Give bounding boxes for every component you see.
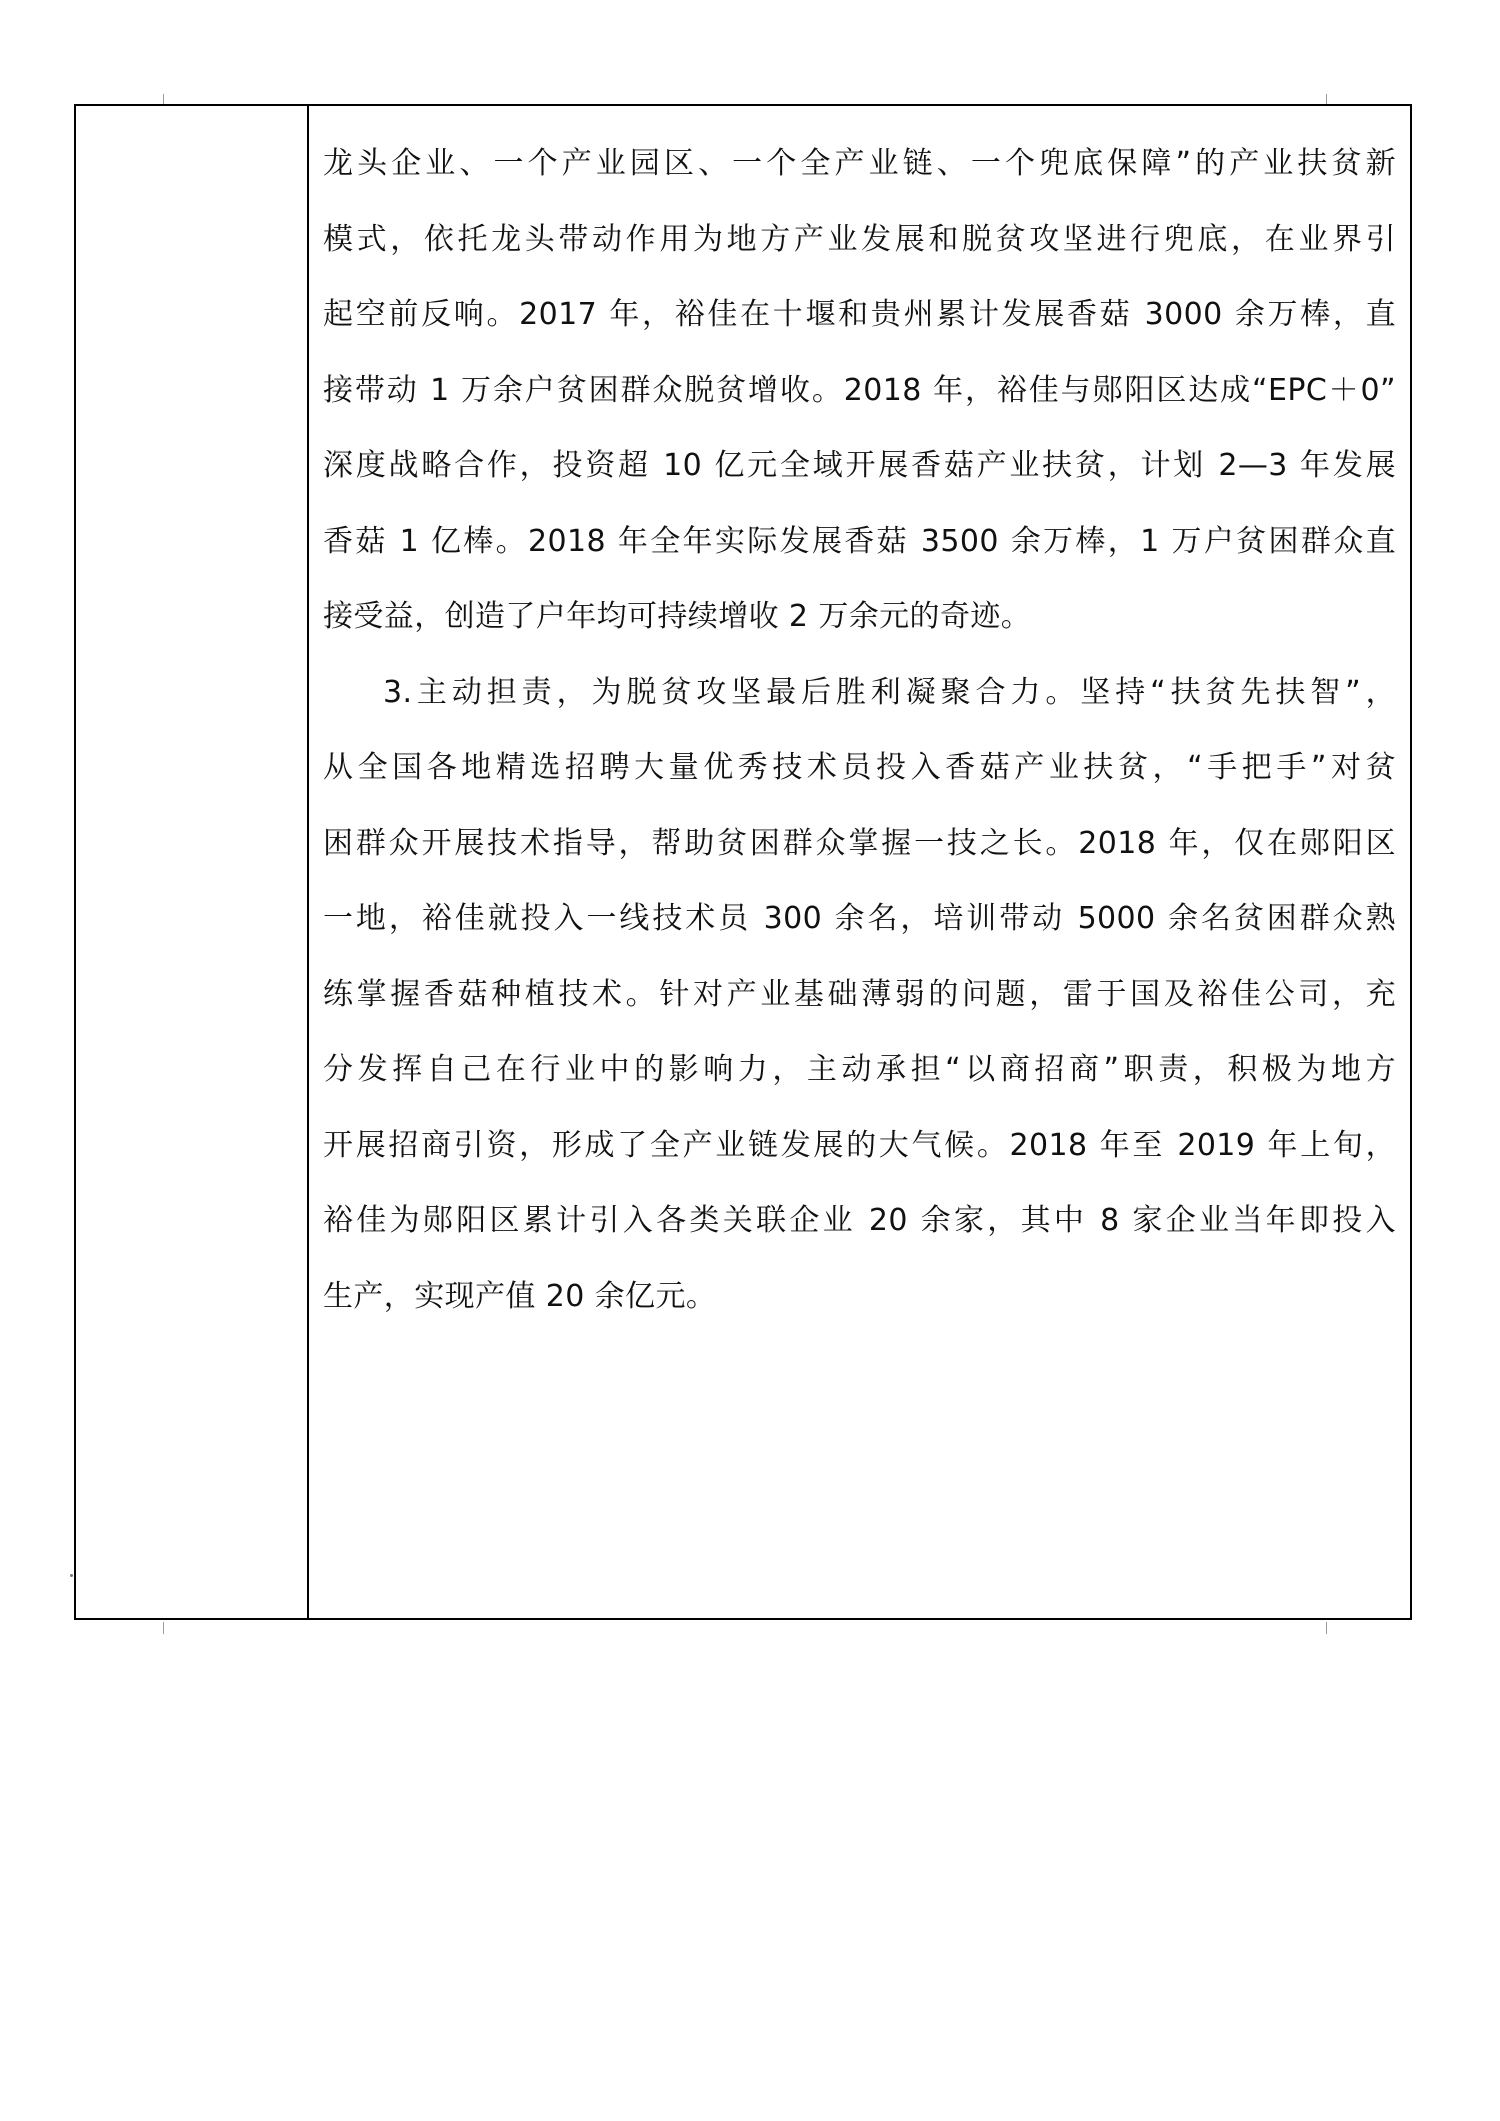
text-line: 开展招商引资，形成了全产业链发展的大气候。2018 年至 2019 年上旬， — [323, 1127, 1396, 1163]
left-table-cell — [76, 106, 309, 1618]
text-line: 练掌握香菇种植技术。针对产业基础薄弱的问题，雷于国及裕佳公司，充 — [323, 976, 1396, 1012]
section-heading-line: 3.主动担责，为脱贫攻坚最后胜利凝聚合力。坚持“扶贫先扶智”， — [383, 674, 1396, 710]
text-line: 模式，依托龙头带动作用为地方产业发展和脱贫攻坚进行兜底，在业界引 — [323, 221, 1396, 257]
text-line: 龙头企业、一个产业园区、一个全产业链、一个兜底保障”的产业扶贫新 — [323, 146, 1396, 181]
stray-mark — [70, 1574, 73, 1577]
text-line: 裕佳为郧阳区累计引入各类关联企业 20 余家，其中 8 家企业当年即投入 — [323, 1203, 1396, 1238]
text-line: 分发挥自己在行业中的影响力，主动承担“以商招商”职责，积极为地方 — [323, 1052, 1396, 1087]
text-line: 困群众开展技术指导，帮助贫困群众掌握一技之长。2018 年，仅在郧阳区 — [323, 825, 1396, 861]
text-line: 深度战略合作，投资超 10 亿元全域开展香菇产业扶贫，计划 2—3 年发展 — [323, 448, 1396, 483]
text-line: 从全国各地精选招聘大量优秀技术员投入香菇产业扶贫，“手把手”对贫 — [323, 750, 1396, 785]
document-table — [74, 104, 1412, 1620]
text-line: 接受益，创造了户年均可持续增收 2 万余元的奇迹。 — [323, 599, 1032, 634]
text-line: 起空前反响。2017 年，裕佳在十堰和贵州累计发展香菇 3000 余万棒，直 — [323, 297, 1396, 332]
crop-mark-bottom-right — [1326, 1622, 1327, 1634]
text-line: 接带动 1 万余户贫困群众脱贫增收。2018 年，裕佳与郧阳区达成“EPC＋0” — [323, 372, 1396, 408]
text-line: 生产，实现产值 20 余亿元。 — [323, 1278, 717, 1314]
right-table-cell — [309, 106, 1410, 1618]
paragraph-3 — [323, 655, 1396, 1335]
crop-mark-bottom-left — [163, 1622, 164, 1634]
text-line: 一地，裕佳就投入一线技术员 300 余名，培训带动 5000 余名贫困群众熟 — [323, 901, 1396, 936]
paragraph-2-continuation — [323, 126, 1396, 655]
text-line: 香菇 1 亿棒。2018 年全年实际发展香菇 3500 余万棒，1 万户贫困群众直 — [323, 523, 1396, 559]
